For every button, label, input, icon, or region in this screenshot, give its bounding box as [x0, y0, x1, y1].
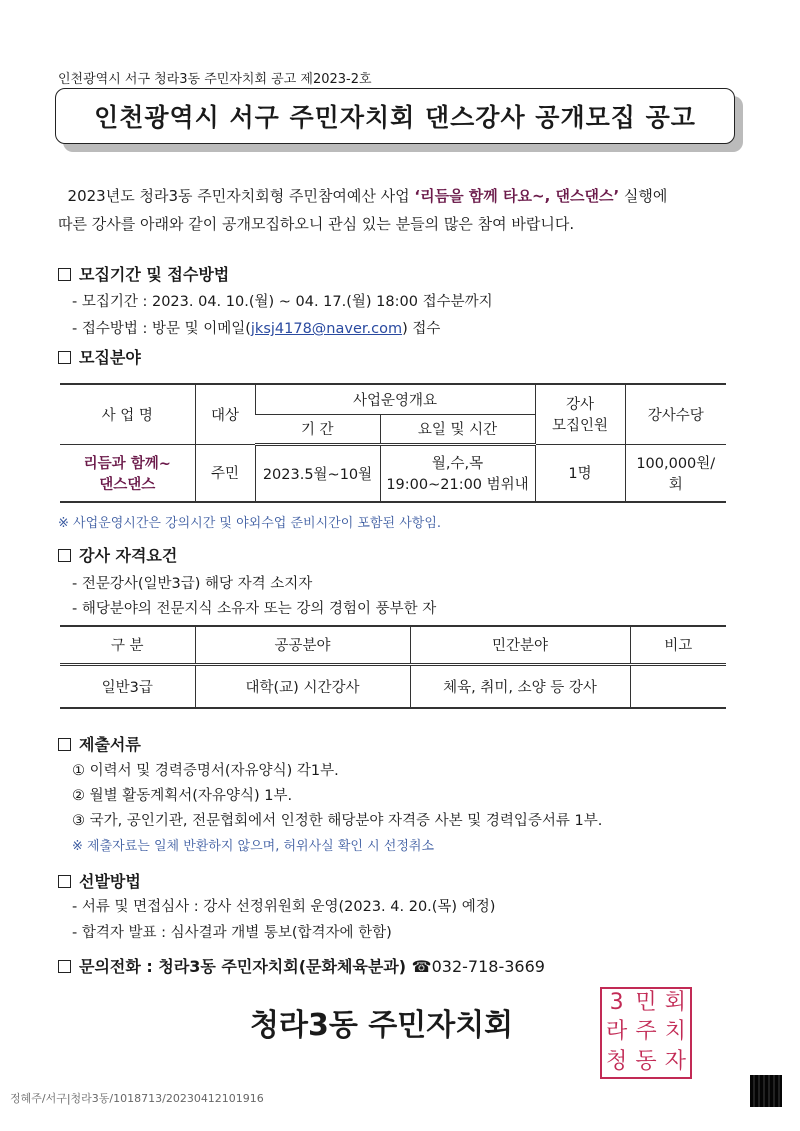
header-period: 기 간 [255, 414, 380, 444]
section-selection [58, 869, 141, 892]
contact [58, 954, 545, 977]
section-title: 모집기간 및 접수방법 [79, 265, 230, 284]
header-target: 대상 [195, 384, 255, 444]
qualification-table [60, 625, 726, 709]
program-name: ‘리듬을 함께 타요~, 댄스댄스’ [414, 187, 620, 205]
documents-note: ※ 제출자료는 일체 반환하지 않으며, 허위사실 확인 시 선정취소 [72, 839, 435, 854]
pay-cell [625, 444, 726, 502]
document-item: ③ 국가, 공인기관, 전문협회에서 인정한 해당분야 자격증 사본 및 경력입증서류 1부. [72, 813, 603, 829]
days-line: 19:00~21:00 범위내 [386, 477, 529, 494]
days-cell [380, 444, 535, 502]
seal-character: 자 [664, 1048, 686, 1074]
seal-character: 회 [664, 990, 686, 1015]
cell: 체육, 취미, 소양 등 강사 [410, 664, 630, 708]
program-name-line: 리듬과 함께~ [83, 455, 171, 472]
seal-character: 라 [606, 1019, 628, 1045]
operation-note: ※ 사업운영시간은 강의시간 및 야외수업 준비시간이 포함된 사항임. [58, 516, 442, 531]
seal-character: 민 [635, 990, 657, 1015]
document-footer: 정혜주/서구|청라3동/1018713/20230412101916 [10, 1092, 264, 1105]
phone-number: ☎032-718-3669 [411, 957, 545, 976]
document-item: ① 이력서 및 경력증명서(자유양식) 각1부. [72, 763, 339, 779]
contact-label: 문의전화 : 청라3동 주민자치회(문화체육분과) [79, 957, 412, 976]
intro-text: 따른 강사를 아래와 같이 공개모집하오니 관심 있는 분들의 많은 참여 바랍니다. [58, 215, 575, 233]
section-qualifications [58, 543, 177, 566]
selection-line: - 서류 및 면접심사 : 강사 선정위원회 운영(2023. 4. 20.(목) 예정) [72, 899, 496, 915]
program-name-cell [60, 444, 195, 502]
pay-line: 100,000원/ [636, 455, 716, 472]
program-name-line: 댄스댄스 [99, 476, 156, 493]
header-days: 요일 및 시간 [380, 414, 535, 444]
seal-character: 동 [635, 1048, 657, 1074]
seal-character: 치 [664, 1019, 686, 1045]
table-row [60, 444, 726, 502]
seal-character: 주 [635, 1019, 657, 1045]
cell: 대학(교) 시간강사 [195, 664, 410, 708]
signature: 청라3동 주민자치회 [250, 1008, 514, 1043]
header-recruit [535, 384, 625, 444]
section-title: 모집분야 [79, 348, 141, 367]
cell: 일반3급 [60, 664, 195, 708]
recruit-cell: 1명 [535, 444, 625, 502]
pay-line: 회 [668, 476, 683, 493]
header-remarks: 비고 [630, 626, 726, 664]
section-title: 선발방법 [79, 872, 141, 891]
section-title: 강사 자격요건 [79, 546, 178, 565]
header-public: 공공분야 [195, 626, 410, 664]
section-title: 제출서류 [79, 735, 141, 754]
page-title: 인천광역시 서구 주민자치회 댄스강사 공개모집 공고 [55, 88, 735, 144]
header-overview: 사업운영개요 [255, 384, 535, 414]
qualification-line: - 전문강사(일반3급) 해당 자격 소지자 [72, 576, 313, 592]
header-name: 사 업 명 [60, 384, 195, 444]
target-cell: 주민 [195, 444, 255, 502]
notice-number: 인천광역시 서구 청라3동 주민자치회 공고 제2023-2호 [58, 72, 372, 87]
days-line: 월,수,목 [431, 456, 484, 473]
qr-code [750, 1075, 782, 1107]
header-recruit-line: 강사 [565, 397, 594, 414]
header-private: 민간분야 [410, 626, 630, 664]
intro-text: 실행에 [619, 187, 668, 205]
header-recruit-line: 모집인원 [551, 418, 609, 435]
period-line: - 모집기간 : 2023. 04. 10.(월) ~ 04. 17.(월) 18:00 접수분까지 [72, 294, 493, 310]
period-cell: 2023.5월~10월 [255, 444, 380, 502]
intro-paragraph [58, 182, 788, 238]
header-category: 구 분 [60, 626, 195, 664]
section-field [58, 345, 141, 368]
selection-line: - 합격자 발표 : 심사결과 개별 통보(합격자에 한함) [72, 925, 392, 941]
method-line [72, 317, 440, 338]
official-seal [600, 987, 692, 1079]
section-recruitment-period [58, 262, 229, 285]
document-item: ② 월별 활동계획서(자유양식) 1부. [72, 788, 293, 804]
table-row [60, 664, 726, 708]
intro-text: 2023년도 청라3동 주민자치회형 주민참여예산 사업 [67, 187, 415, 205]
seal-character: 3 [609, 990, 624, 1015]
recruitment-table [60, 383, 726, 503]
email-link[interactable]: jksj4178@naver.com [250, 321, 403, 337]
cell [630, 664, 726, 708]
method-text: - 접수방법 : 방문 및 이메일( [72, 321, 251, 337]
qualification-line: - 해당분야의 전문지식 소유자 또는 강의 경험이 풍부한 자 [72, 601, 437, 617]
section-documents [58, 732, 141, 755]
header-pay: 강사수당 [625, 384, 726, 444]
seal-character: 청 [606, 1048, 628, 1074]
method-text: ) 접수 [402, 321, 441, 337]
